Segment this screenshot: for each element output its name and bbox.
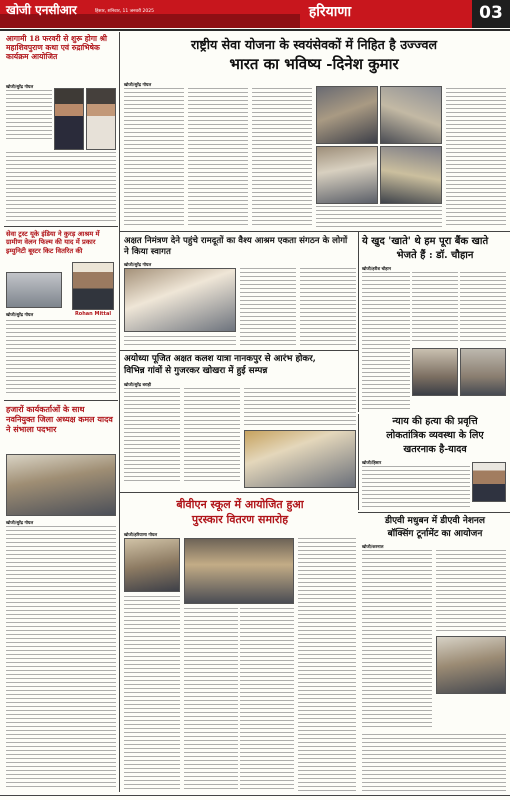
- main-body-col4: [446, 88, 506, 228]
- main-photo-4: [380, 146, 442, 204]
- mid-body-col2: [300, 268, 356, 348]
- school-body-col2: [184, 608, 238, 792]
- story1-photo-right: [86, 88, 116, 150]
- dateline: हिसार, शनिवार, 11 जनवरी 2025: [95, 9, 154, 14]
- ayodhya-body-col2: [184, 388, 240, 484]
- rule-top-section: [120, 231, 510, 232]
- mid-body-col1: [240, 268, 296, 348]
- story1-headline: आगामी 18 फरवरी से शुरू होगा श्री महाशिवपुराण कथा एवं रुद्राभिषेक कार्यक्रम आयोजित: [6, 34, 107, 62]
- ayodhya-photo: [244, 430, 356, 488]
- main-body-col5: [316, 206, 442, 228]
- school-body-col1: [124, 596, 180, 792]
- mid-headline: अक्षत निमंत्रण देने पहुंचे रामदूतों का वैश्य आश्रम एकता संगठन के लोगों ने किया स्वागत: [124, 236, 348, 257]
- dav-photo: [436, 636, 506, 694]
- right-byline: खोजी/हरीश चौहान: [362, 266, 391, 271]
- main-photo-1: [316, 86, 378, 144]
- ayodhya-body-col1: [124, 388, 180, 484]
- story1-photo-left: [54, 88, 84, 150]
- main-photo-3: [316, 146, 378, 204]
- main-body-col2: [188, 88, 248, 228]
- story3-byline: खोजी/सुरेंद्र गोयल: [6, 520, 34, 525]
- justice-byline: खोजी/हिसार: [362, 460, 382, 465]
- dav-body-col2: [436, 550, 506, 632]
- story1-body-2: [6, 152, 116, 224]
- paper-name: खोजी एनसीआर: [6, 3, 77, 17]
- main-headline-line2: भारत का भविष्य -दिनेश कुमार: [229, 55, 399, 73]
- school-photo-1: [124, 538, 180, 592]
- rule-dav: [358, 512, 510, 513]
- right-body-col2: [412, 272, 458, 344]
- dav-headline-line2: बॉक्सिंग टूर्नामेंट का आयोजन: [387, 529, 483, 539]
- story2-name-label: Rohan Mittal: [74, 311, 112, 317]
- right-body-col1: [362, 272, 410, 412]
- dav-byline: खोजी/करनाल: [362, 544, 384, 549]
- story2-photo: [6, 272, 62, 308]
- story3-headline: हजारों कार्यकर्ताओं के साथ नवनियुक्त जिला अध्यक्ष कमल यादव ने संभाला पदभार: [6, 404, 113, 434]
- story2-portrait: [72, 262, 114, 310]
- story3-body-col1: [6, 526, 116, 788]
- right-photo-2: [460, 348, 506, 396]
- masthead-underline: [0, 29, 510, 31]
- mid-photo: [124, 268, 236, 332]
- story1-byline: खोजी/सुरेंद्र गोयल: [6, 84, 34, 89]
- justice-headline-line3: खतरनाक है-यादव: [403, 444, 467, 455]
- rule-school: [120, 492, 358, 493]
- justice-body: [362, 466, 470, 510]
- masthead: [0, 0, 510, 30]
- justice-portrait: [472, 462, 506, 502]
- justice-headline-line1: न्याय की हत्या की प्रवृत्ति: [392, 416, 478, 427]
- rule-ayodhya: [120, 350, 358, 351]
- justice-headline-line2: लोकतांत्रिक व्यवस्था के लिए: [386, 430, 484, 441]
- right-body-col3: [460, 272, 506, 344]
- dav-headline-line1: डीएवी मधुबन में डीएवी नेशनल: [384, 516, 486, 526]
- rule-story2: [4, 226, 118, 227]
- story1-body: [6, 90, 52, 142]
- school-headline-line1: बीवीएन स्कूल में आयोजित हुआ: [176, 498, 304, 511]
- main-headline-line1: राष्ट्रीय सेवा योजना के स्वयंसेवकों में निहित है उज्ज्वल: [190, 37, 438, 52]
- ayodhya-headline-line2: विभिन्न गांवों से गुजरकर खोखरा में हुई सम्पन्न: [124, 366, 268, 376]
- section-name: हरियाणा: [308, 4, 352, 20]
- story2-byline: खोजी/सुरेंद्र गोयल: [6, 312, 34, 317]
- main-body-col1: [124, 88, 184, 228]
- dav-body-col1: [362, 550, 432, 730]
- main-body-col3: [252, 88, 312, 228]
- page-bottom-rule: [0, 795, 510, 796]
- rule-story3: [4, 400, 118, 401]
- rule-right-col: [358, 232, 359, 412]
- story2-body: [6, 320, 116, 396]
- rule-left-col: [119, 32, 120, 792]
- mid-byline: खोजी/सुरेंद्र गोयल: [124, 262, 152, 267]
- mid-body-col3: [124, 336, 236, 348]
- right-headline-line2: भेजते हैं : डॉ. चौहान: [396, 250, 474, 261]
- right-photo-1: [412, 348, 458, 396]
- right-headline-line1: ये खुद 'खाते' थे हम पूरा बैंक खाते: [362, 236, 489, 247]
- main-photo-2: [380, 86, 442, 144]
- ayodhya-headline-line1: अयोध्या पूजित अक्षत कलश यात्रा नानकपुर से आरंभ होकर,: [124, 354, 316, 364]
- ayodhya-byline: खोजी/सुरेंद्र बराही: [124, 382, 151, 387]
- school-body-col3: [240, 608, 294, 792]
- main-byline: खोजी/सुरेंद्र गोयल: [124, 82, 152, 87]
- rule-justice: [358, 414, 359, 510]
- ayodhya-body-col3: [244, 388, 356, 428]
- school-byline: खोजी/हरियाणा गोयल: [124, 532, 158, 537]
- school-headline-line2: पुरस्कार वितरण समारोह: [191, 513, 289, 526]
- school-body-col4: [298, 538, 356, 792]
- story2-headline: सेवा ट्रस्ट यूके इंडिया ने कुरड़ आश्रम में ग्रामीण वेलन फिल्म की याद में प्रकार इम्युनिटी बूस्टर किट वितरित की: [6, 230, 100, 255]
- page-number: 03: [479, 3, 503, 23]
- dav-body-col3: [362, 734, 506, 792]
- school-photo-2: [184, 538, 294, 604]
- story3-photo: [6, 454, 116, 516]
